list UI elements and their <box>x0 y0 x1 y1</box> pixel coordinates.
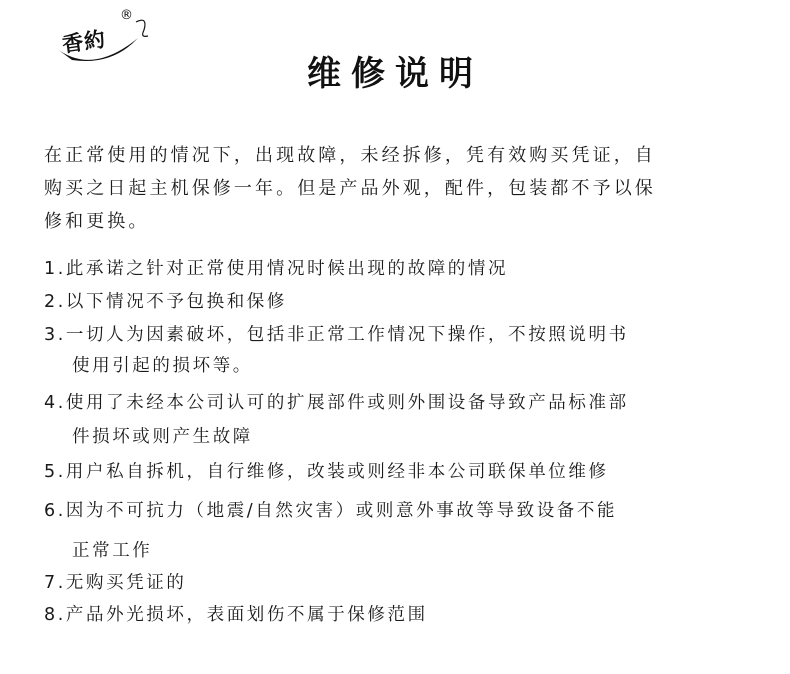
intro-line: 在正常使用的情况下，出现故障，未经拆修，凭有效购买凭证，自 <box>44 145 656 166</box>
intro-paragraph <box>44 139 750 238</box>
list-item-text: 5.用户私自拆机，自行维修，改装或则经非本公司联保单位维修 <box>44 462 609 482</box>
list-item-text: 4.使用了未经本公司认可的扩展部件或则外围设备导致产品标准部 <box>44 393 629 413</box>
list-item-text: 1.此承诺之针对正常使用情况时候出现的故障的情况 <box>44 259 509 279</box>
list-item-text: 7.无购买凭证的 <box>44 573 187 593</box>
list-item <box>44 458 750 491</box>
list-item <box>44 320 750 386</box>
page-title: 维修说明 <box>307 54 483 94</box>
list-item <box>44 386 750 458</box>
list-item-continuation: 件损坏或则产生故障 <box>72 427 253 447</box>
list-item <box>44 601 750 633</box>
list-item-text: 8.产品外光损坏，表面划伤不属于保修范围 <box>44 605 428 625</box>
list-item-continuation: 使用引起的损坏等。 <box>72 356 253 376</box>
list-item-text: 3.一切人为因素破坏，包括非正常工作情况下操作，不按照说明书 <box>44 325 629 345</box>
list-item <box>44 569 750 601</box>
intro-line: 修和更换。 <box>44 211 150 232</box>
list-item-text: 2.以下情况不予包换和保修 <box>44 292 287 312</box>
list-item-continuation: 正常工作 <box>72 541 153 561</box>
list-item <box>44 288 750 320</box>
logo-text: 香約 <box>60 26 108 57</box>
list-item-text: 6.因为不可抗力（地震/自然灾害）或则意外事故等导致设备不能 <box>44 501 618 521</box>
terms-list <box>44 255 750 633</box>
list-item <box>44 255 750 288</box>
registered-mark: ® <box>120 8 133 23</box>
list-item <box>44 491 750 569</box>
intro-line: 购买之日起主机保修一年。但是产品外观，配件，包装都不予以保 <box>44 178 656 199</box>
